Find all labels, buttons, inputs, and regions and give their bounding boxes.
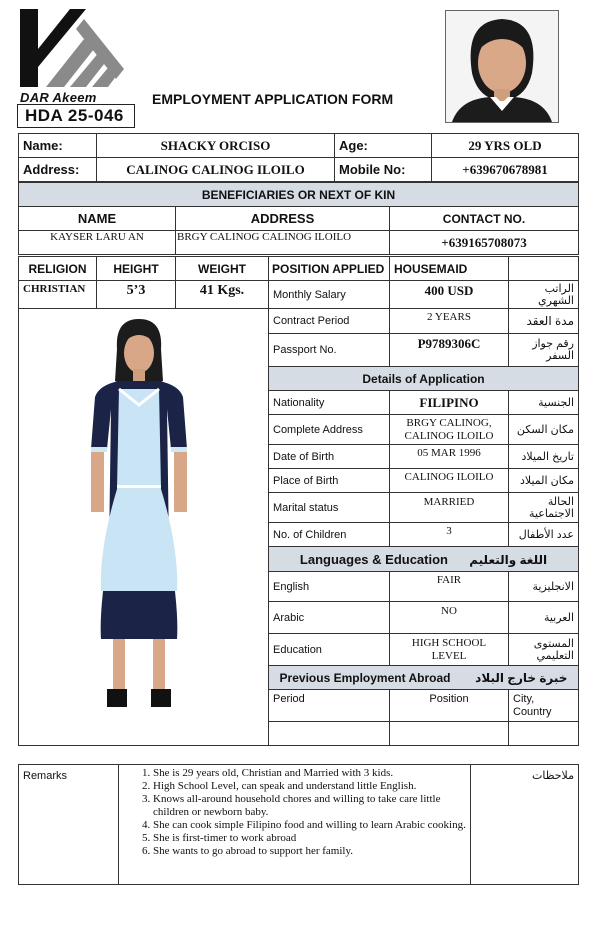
arabic-label: Arabic <box>269 602 390 634</box>
city-country-header: City, Country <box>509 690 579 722</box>
religion-header: RELIGION <box>19 257 97 281</box>
marital-value: MARRIED <box>390 493 509 523</box>
religion-value: CHRISTIAN <box>19 281 97 309</box>
kin-contact: +639165708073 <box>390 231 579 255</box>
previous-period-cell <box>269 722 390 746</box>
position-header: POSITION APPLIED <box>269 257 390 281</box>
arabic-value: NO <box>390 602 509 634</box>
education-value: HIGH SCHOOL LEVEL <box>390 634 509 666</box>
passport-value: P9789306C <box>390 334 509 367</box>
full-body-photo-cell <box>19 309 269 746</box>
remarks-label: Remarks <box>19 765 119 885</box>
languages-section-title: Languages & Education <box>299 551 448 567</box>
children-value: 3 <box>390 523 509 547</box>
pob-label-ar: مكان الميلاد <box>509 469 579 493</box>
previous-city-cell <box>509 722 579 746</box>
position-value: HOUSEMAID <box>390 257 509 281</box>
english-label: English <box>269 572 390 602</box>
remarks-label-ar: ملاحظات <box>471 765 579 885</box>
kin-name: KAYSER LARU AN <box>19 231 176 255</box>
applicant-name: SHACKY ORCISO <box>97 134 335 158</box>
height-header: HEIGHT <box>97 257 176 281</box>
contract-label: Contract Period <box>269 309 390 334</box>
passport-label: Passport No. <box>269 334 390 367</box>
logo-mark-icon <box>20 9 142 87</box>
complete-address-label: Complete Address <box>269 415 390 445</box>
remark-item: 6. She wants to go abroad to support her family. <box>153 845 468 858</box>
complete-address-label-ar: مكان السكن <box>509 415 579 445</box>
applicant-mobile: +639670678981 <box>432 158 579 182</box>
mobile-label: Mobile No: <box>335 158 432 182</box>
nationality-value: FILIPINO <box>390 391 509 415</box>
education-label-ar: المستوى التعليمي <box>509 634 579 666</box>
remark-item: 3. Knows all-around household chores and willing to take care little children or newborn baby. <box>153 793 468 819</box>
arabic-label-ar: العربية <box>509 602 579 634</box>
education-label: Education <box>269 634 390 666</box>
nationality-label-ar: الجنسية <box>509 391 579 415</box>
children-label-ar: عدد الأطفال <box>509 523 579 547</box>
marital-label: Marital status <box>269 493 390 523</box>
kin-address: BRGY CALINOG CALINOG ILOILO <box>176 231 390 255</box>
english-value: FAIR <box>390 572 509 602</box>
form-title: EMPLOYMENT APPLICATION FORM <box>152 91 394 107</box>
headshot-photo-icon <box>446 11 558 122</box>
reference-code: HDA 25-046 <box>17 104 135 128</box>
dob-label: Date of Birth <box>269 445 390 469</box>
children-label: No. of Children <box>269 523 390 547</box>
dob-label-ar: تاريخ الميلاد <box>509 445 579 469</box>
previous-section-title: Previous Employment Abroad <box>279 670 451 685</box>
address-label: Address: <box>19 158 97 182</box>
remarks-content <box>119 765 471 885</box>
salary-label: Monthly Salary <box>269 281 390 309</box>
position-col-header: Position <box>390 690 509 722</box>
applicant-age: 29 YRS OLD <box>432 134 579 158</box>
contract-value: 2 YEARS <box>390 309 509 334</box>
remarks-table <box>18 764 579 885</box>
complete-address-value: BRGY CALINOG, CALINOG ILOILO <box>390 415 509 445</box>
brand-name: DAR Akeem <box>20 90 97 105</box>
previous-position-cell <box>390 722 509 746</box>
languages-section <box>269 547 579 572</box>
salary-value: 400 USD <box>390 281 509 309</box>
remark-item: 1. She is 29 years old, Christian and Married with 3 kids. <box>153 767 468 780</box>
pob-label: Place of Birth <box>269 469 390 493</box>
contract-label-ar: مدة العقد <box>509 309 579 334</box>
remark-item: 5. She is first-timer to work abroad <box>153 832 468 845</box>
weight-value: 41 Kgs. <box>176 281 269 309</box>
previous-section <box>269 666 579 690</box>
pob-value: CALINOG ILOILO <box>390 469 509 493</box>
nationality-label: Nationality <box>269 391 390 415</box>
passport-label-ar: رقم جواز السفر <box>509 334 579 367</box>
age-label: Age: <box>335 134 432 158</box>
full-body-photo-icon <box>19 309 269 739</box>
applicant-headshot <box>445 10 559 123</box>
marital-label-ar: الحالة الاجتماعية <box>509 493 579 523</box>
languages-section-title-ar: اللغة والتعليم <box>469 552 548 567</box>
kin-address-header: ADDRESS <box>176 207 390 231</box>
full-body-photo <box>19 309 269 739</box>
kin-contact-header: CONTACT NO. <box>390 207 579 231</box>
period-header: Period <box>269 690 390 722</box>
salary-label-ar: الراتب الشهري <box>509 281 579 309</box>
kin-table <box>18 182 579 255</box>
name-label: Name: <box>19 134 97 158</box>
remark-item: 2. High School Level, can speak and understand little English. <box>153 780 468 793</box>
previous-section-title-ar: خبرة خارج البلاد <box>475 670 568 685</box>
details-section-title: Details of Application <box>269 367 579 391</box>
applicant-address: CALINOG CALINOG ILOILO <box>97 158 335 182</box>
applicant-info-table <box>18 133 579 182</box>
company-logo <box>20 9 142 105</box>
dob-value: 05 MAR 1996 <box>390 445 509 469</box>
details-table <box>18 256 579 746</box>
kin-section-title: BENEFICIARIES OR NEXT OF KIN <box>19 183 579 207</box>
english-label-ar: الانجليزية <box>509 572 579 602</box>
remark-item: 4. She can cook simple Filipino food and willing to learn Arabic cooking. <box>153 819 468 832</box>
weight-header: WEIGHT <box>176 257 269 281</box>
height-value: 5’3 <box>97 281 176 309</box>
remarks-list <box>119 767 468 858</box>
kin-name-header: NAME <box>19 207 176 231</box>
